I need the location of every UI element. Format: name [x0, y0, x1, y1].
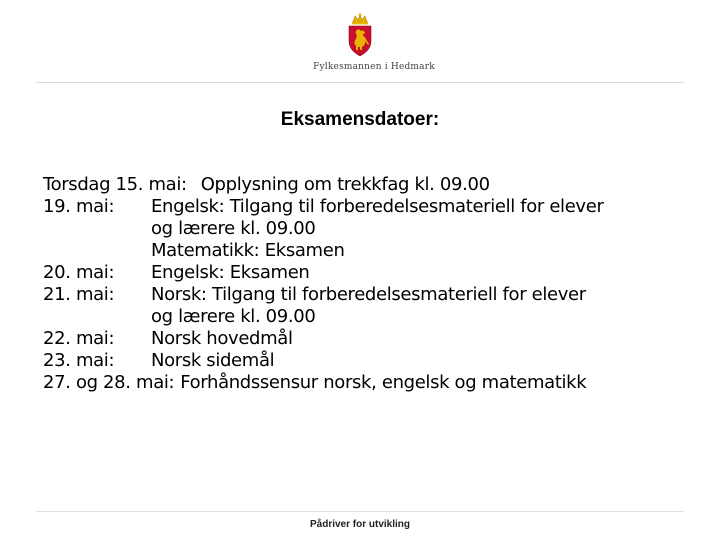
- header-divider: [36, 82, 684, 83]
- schedule-description: [151, 350, 683, 372]
- page-title: Eksamensdatoer:: [280, 109, 440, 130]
- schedule-row: [43, 174, 683, 196]
- schedule-date: Torsdag 15. mai:: [43, 174, 187, 195]
- exam-schedule: [43, 174, 683, 394]
- description-line: Engelsk: Tilgang til forberedelsesmateriell for elever: [151, 196, 604, 217]
- schedule-date: 22. mai:: [43, 328, 115, 349]
- schedule-description: [151, 196, 683, 262]
- schedule-description: [151, 284, 683, 328]
- schedule-date: 23. mai:: [43, 350, 115, 371]
- footer-divider: [36, 511, 684, 512]
- schedule-date: 21. mai:: [43, 284, 115, 305]
- description-line: Matematikk: Eksamen: [151, 240, 345, 261]
- schedule-row: [43, 196, 683, 262]
- header: [0, 0, 720, 90]
- description-line: og lærere kl. 09.00: [151, 218, 316, 239]
- coat-of-arms-icon: [344, 13, 376, 57]
- schedule-description: [180, 372, 683, 394]
- schedule-description: [201, 174, 683, 196]
- schedule-description: [151, 262, 683, 284]
- description-line: Forhåndssensur norsk, engelsk og matematikk: [180, 372, 587, 393]
- schedule-row: [43, 262, 683, 284]
- description-line: Norsk hovedmål: [151, 328, 293, 349]
- footer-tagline: Pådriver for utvikling: [309, 519, 411, 530]
- schedule-row: [43, 372, 683, 394]
- schedule-date: 20. mai:: [43, 262, 115, 283]
- description-line: og lærere kl. 09.00: [151, 306, 316, 327]
- description-line: Norsk: Tilgang til forberedelsesmateriell for elever: [151, 284, 586, 305]
- description-line: Opplysning om trekkfag kl. 09.00: [200, 174, 490, 195]
- schedule-date: 27. og 28. mai:: [43, 372, 175, 393]
- schedule-description: [151, 328, 683, 350]
- schedule-row: [43, 350, 683, 372]
- schedule-row: [43, 284, 683, 328]
- description-line: Engelsk: Eksamen: [151, 262, 310, 283]
- org-name: Fylkesmannen i Hedmark: [313, 62, 435, 72]
- schedule-row: [43, 328, 683, 350]
- description-line: Norsk sidemål: [151, 350, 275, 371]
- schedule-date: 19. mai:: [43, 196, 115, 217]
